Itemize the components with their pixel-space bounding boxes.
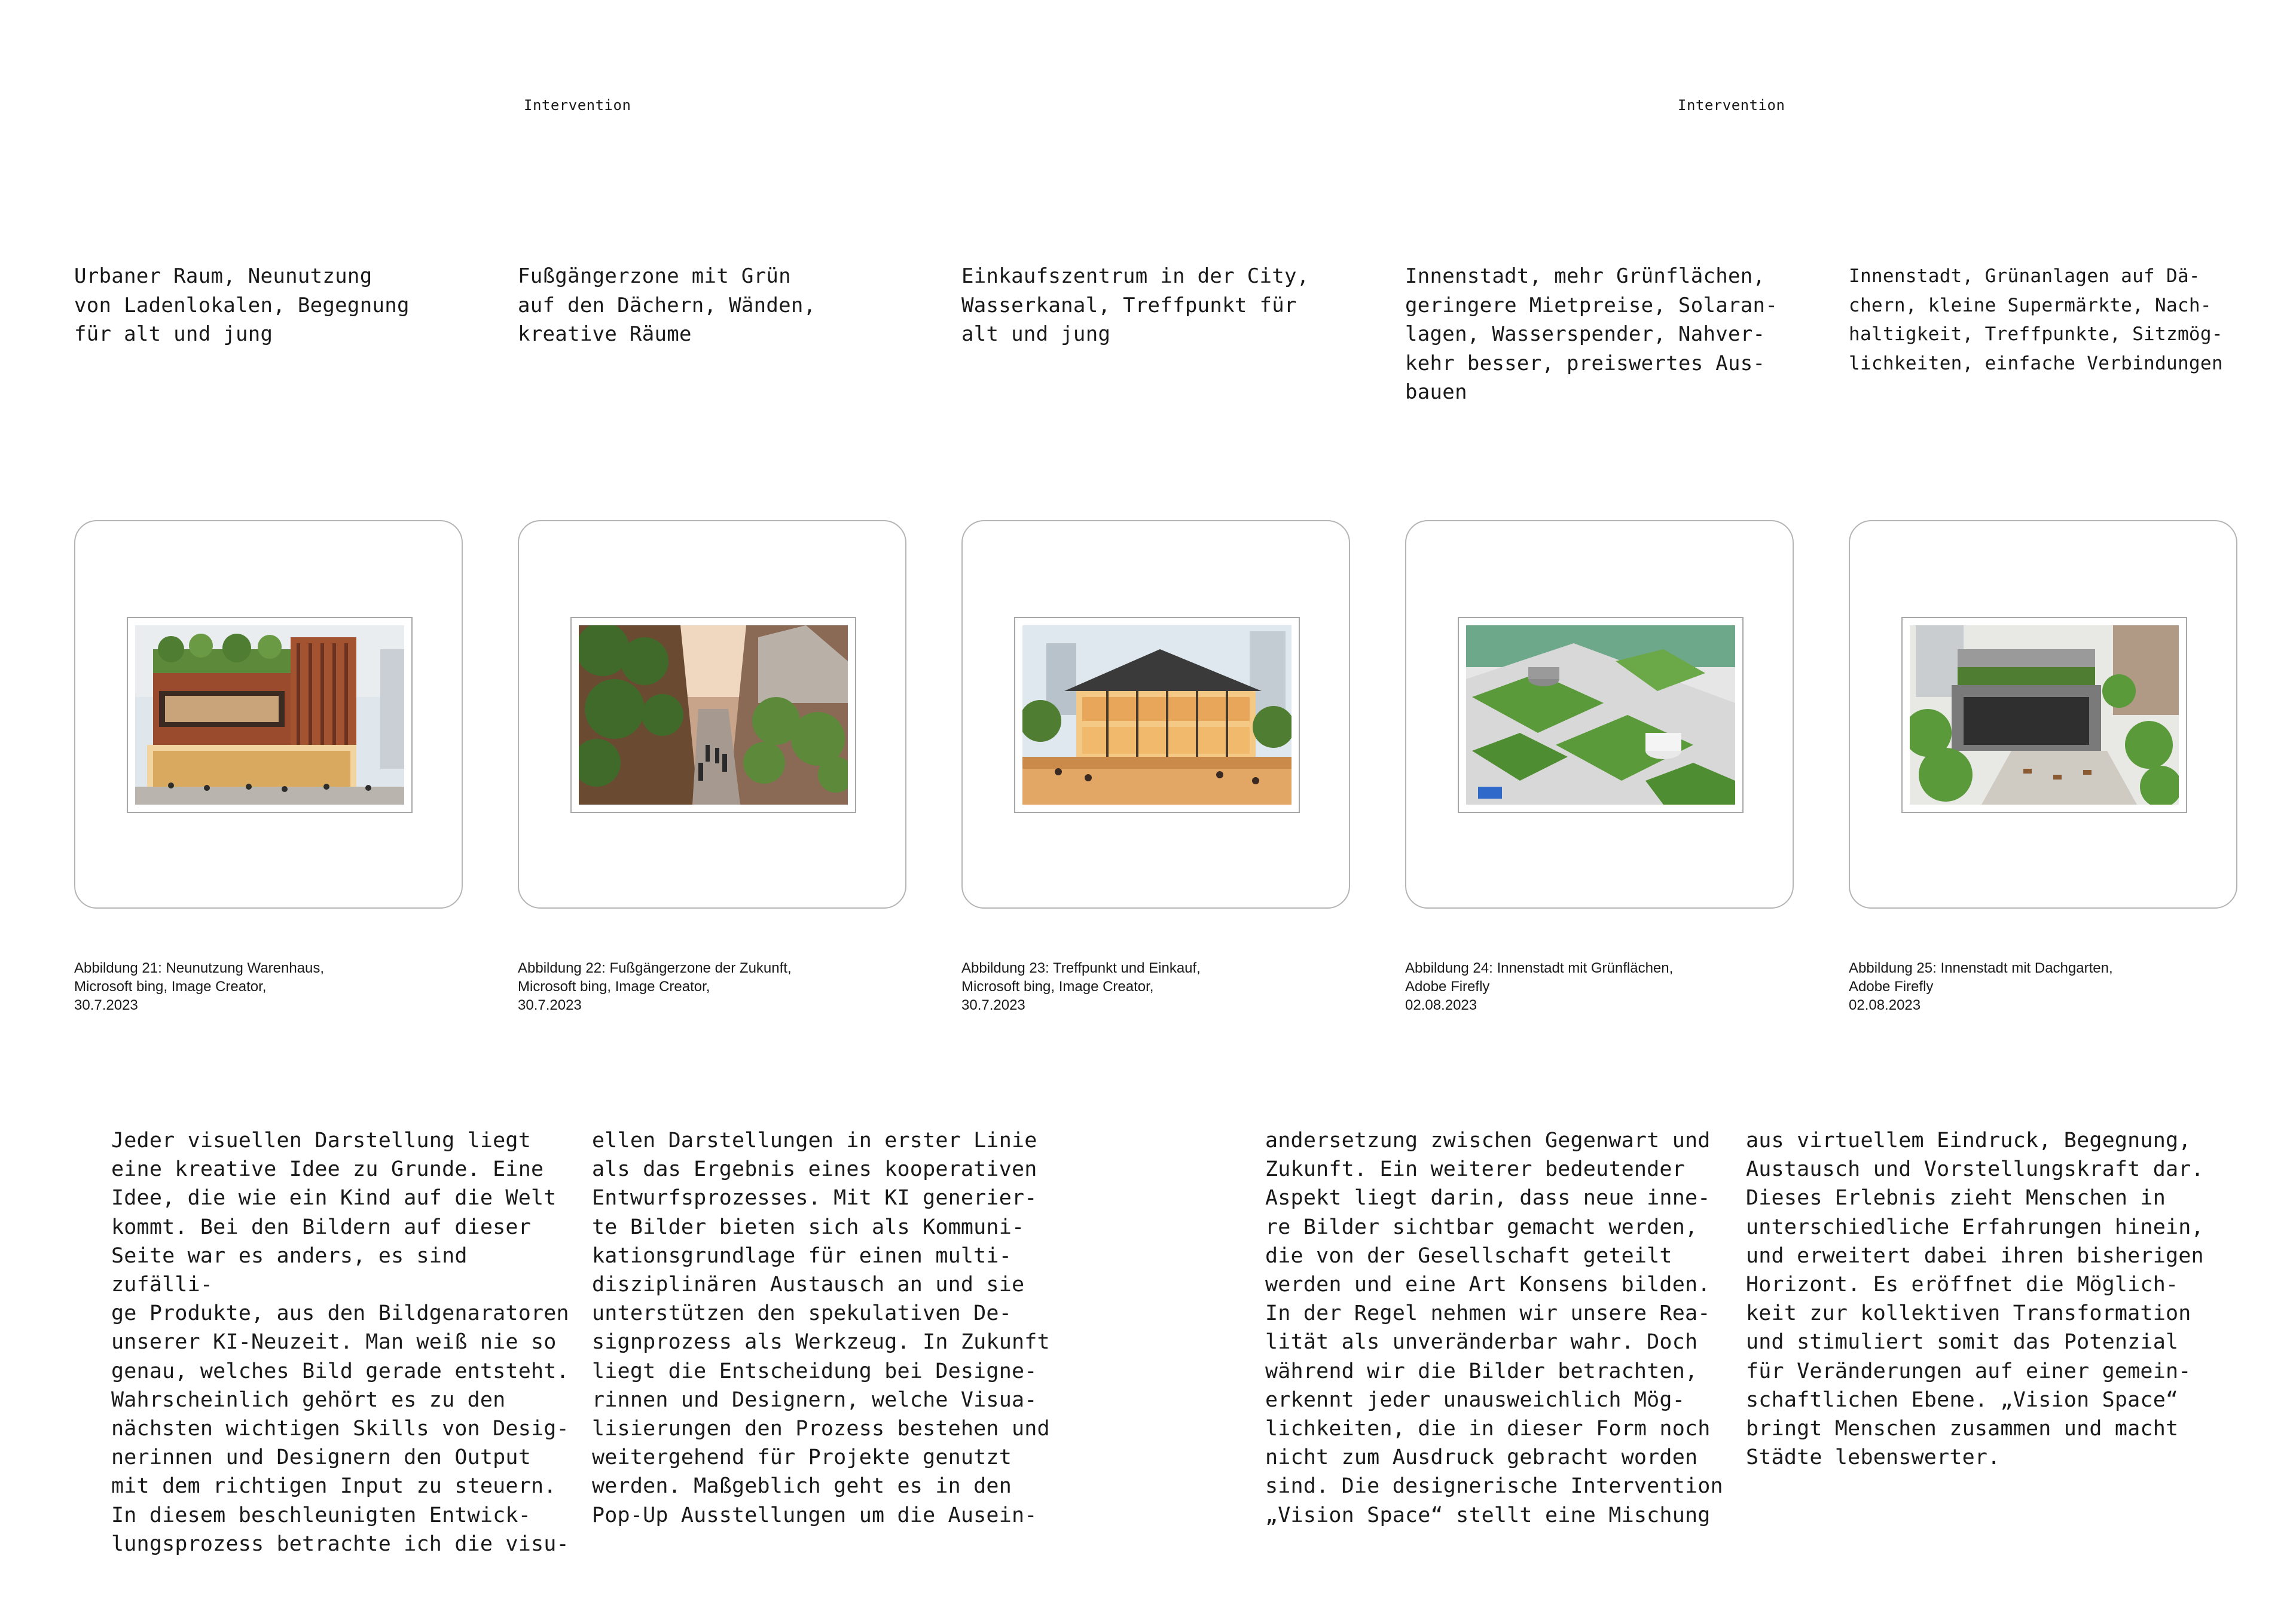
image-card-3	[961, 520, 1350, 909]
description-4: Innenstadt, mehr Grünflächen, geringere Mietpreise, Solaran- lagen, Wasserspender, Nahver- kehr besser, preiswertes Aus- bauen	[1405, 264, 1778, 404]
figure-caption-22: Abbildung 22: Fußgängerzone der Zukunft, Microsoft bing, Image Creator, 30.7.2023	[518, 960, 792, 1013]
image-card-1	[74, 520, 463, 909]
figure-caption-21: Abbildung 21: Neunutzung Warenhaus, Microsoft bing, Image Creator, 30.7.2023	[74, 960, 325, 1013]
image-card-2	[518, 520, 906, 909]
body-column-2: ellen Darstellungen in erster Linie als das Ergebnis eines kooperativen Entwurfsprozesses. Mit KI generier- te Bilder bieten sich als Kommuni- kationsgrundlage für einen multi- disziplinären Austausch an und sie unterstützen den spekulativen De- signprozess als Werkzeug. In Zukunft liegt die Entscheidung bei Designe- rinnen und Designern, welche Visua- lisierungen den Prozess bestehen und weitergehend für Projekte genutzt werden. Maßgeblich geht es in den Pop-Up Ausstellungen um die Ausein-	[592, 1129, 1050, 1527]
section-label-left: Intervention	[524, 97, 631, 114]
shopping-center-image	[1022, 625, 1292, 805]
section-label-right: Intervention	[1678, 97, 1785, 114]
image-frame	[1458, 617, 1744, 813]
description-3: Einkaufszentrum in der City, Wasserkanal, Treffpunkt für alt und jung	[961, 264, 1309, 346]
green-city-image	[1466, 625, 1735, 805]
figure-caption-24: Abbildung 24: Innenstadt mit Grünflächen, Adobe Firefly 02.08.2023	[1405, 960, 1674, 1013]
image-frame	[1014, 617, 1300, 813]
image-frame	[570, 617, 856, 813]
description-1: Urbaner Raum, Neunutzung von Ladenlokalen, Begegnung für alt und jung	[74, 264, 410, 346]
body-column-1: Jeder visuellen Darstellung liegt eine kreative Idee zu Grunde. Eine Idee, die wie ein Kind auf die Welt kommt. Bei den Bildern auf dieser Seite war es anders, es sind zufälli- ge Produkte, aus den Bildgenaratoren unserer KI-Neuzeit. Man weiß nie so genau, welches Bild gerade entsteht. Wahrscheinlich gehört es zu den nächsten wichtigen Skills von Desig- nerinnen und Designern den Output mit dem richtigen Input zu steuern. In diesem beschleunigten Entwick- lungsprozess betrachte ich die visu-	[111, 1129, 569, 1556]
image-frame	[127, 617, 413, 813]
description-5: Innenstadt, Grünanlagen auf Dä- chern, kleine Supermärkte, Nach- haltigkeit, Treffpunkte, Sitzmög- lichkeiten, einfache Verbindungen	[1849, 265, 2223, 374]
building-image	[135, 625, 404, 805]
figure-caption-25: Abbildung 25: Innenstadt mit Dachgarten, Adobe Firefly 02.08.2023	[1849, 960, 2113, 1013]
image-card-4	[1405, 520, 1794, 909]
body-column-3: andersetzung zwischen Gegenwart und Zukunft. Ein weiterer bedeutender Aspekt liegt darin, dass neue inne- re Bilder sichtbar gemacht werden, die von der Gesellschaft geteilt werden und eine Art Konsens bilden. In der Regel nehmen wir unsere Rea- lität als unveränderbar wahr. Doch während wir die Bilder betrachten, erkennt jeder unausweichlich Mög- lichkeiten, die in dieser Form noch nicht zum Ausdruck gebracht worden sind. Die designerische Intervention „Vision Space“ stellt eine Mischung	[1265, 1129, 1723, 1527]
image-card-5	[1849, 520, 2237, 909]
rooftop-garden-image	[1910, 625, 2179, 805]
image-frame	[1901, 617, 2187, 813]
body-column-4: aus virtuellem Eindruck, Begegnung, Austausch und Vorstellungskraft dar. Dieses Erlebnis zieht Menschen in unterschiedliche Erfahrungen hinein, und erweitert dabei ihren bisherigen Horizont. Es eröffnet die Möglich- keit zur kollektiven Transformation und stimuliert somit das Potenzial für Veränderungen auf einer gemein- schaftlichen Ebene. „Vision Space“ bringt Menschen zusammen und macht Städte lebenswerter.	[1746, 1129, 2204, 1470]
alley-image	[579, 625, 848, 805]
figure-caption-23: Abbildung 23: Treffpunkt und Einkauf, Microsoft bing, Image Creator, 30.7.2023	[961, 960, 1201, 1013]
description-2: Fußgängerzone mit Grün auf den Dächern, Wänden, kreative Räume	[518, 264, 816, 346]
